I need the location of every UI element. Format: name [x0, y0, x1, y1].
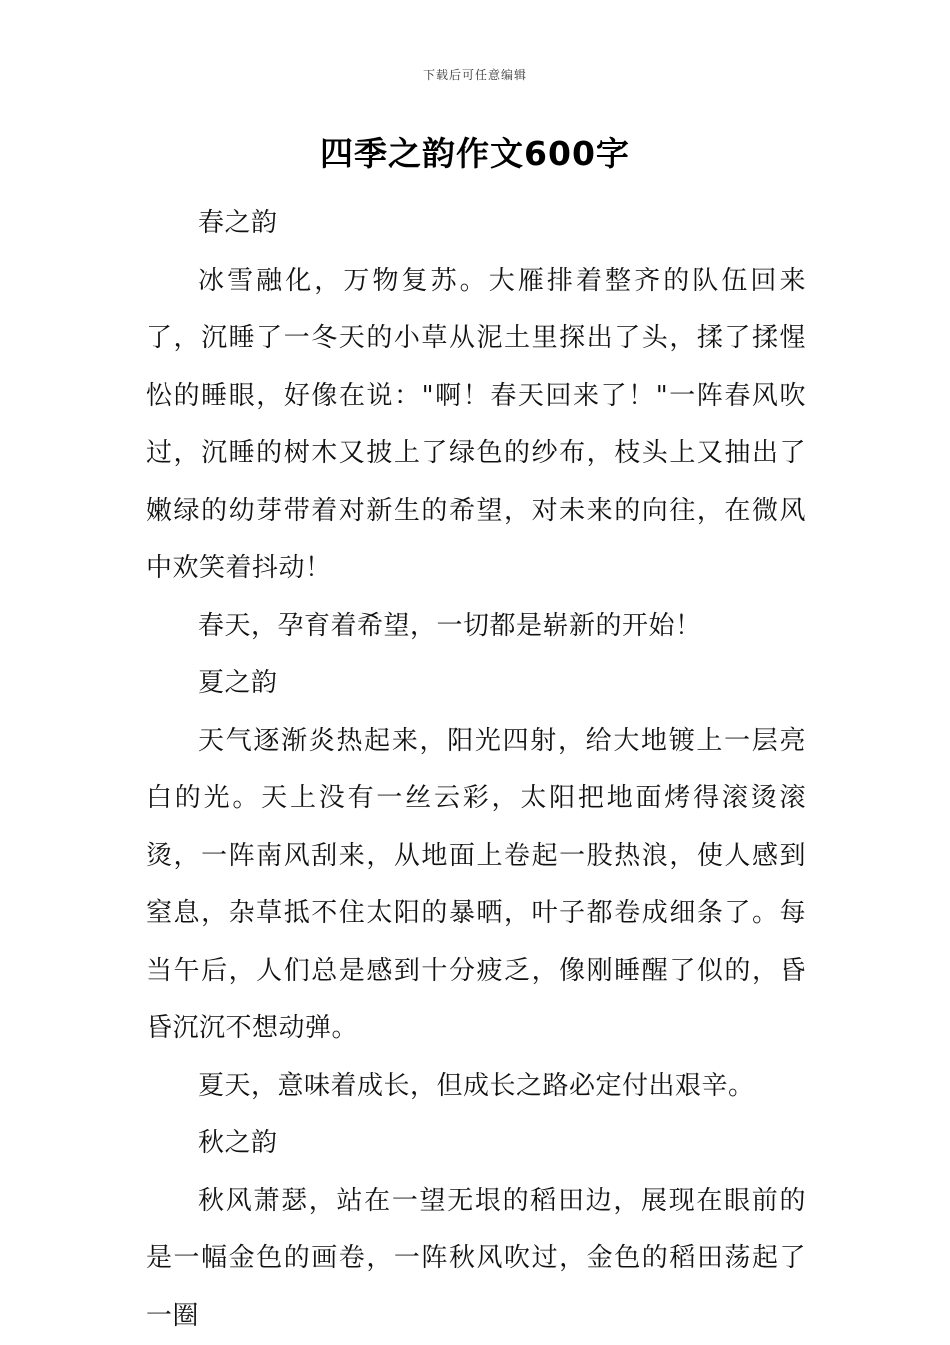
- paragraph-summer-summary: 夏天，意味着成长，但成长之路必定付出艰辛。: [146, 1058, 806, 1116]
- header-note: 下载后可任意编辑: [0, 66, 950, 83]
- paragraph-summer-description: 天气逐渐炎热起来，阳光四射，给大地镀上一层亮白的光。天上没有一丝云彩，太阳把地面烤得滚烫滚烫，一阵南风刮来，从地面上卷起一股热浪，使人感到窒息，杂草抵不住太阳的暴晒，叶子都卷成细条了。每当午后，人们总是感到十分疲乏，像刚睡醒了似的，昏昏沉沉不想动弹。: [146, 713, 806, 1058]
- section-heading-summer: 夏之韵: [146, 655, 806, 713]
- section-heading-spring: 春之韵: [146, 195, 806, 253]
- paragraph-spring-description: 冰雪融化，万物复苏。大雁排着整齐的队伍回来了，沉睡了一冬天的小草从泥土里探出了头，揉了揉惺忪的睡眼，好像在说："啊！春天回来了！"一阵春风吹过，沉睡的树木又披上了绿色的纱布，枝头上又抽出了嫩绿的幼芽带着对新生的希望，对未来的向往，在微风中欢笑着抖动！: [146, 253, 806, 598]
- document-body: [146, 195, 806, 1345]
- paragraph-autumn-description: 秋风萧瑟，站在一望无垠的稻田边，展现在眼前的是一幅金色的画卷，一阵秋风吹过，金色的稻田荡起了一圈: [146, 1173, 806, 1345]
- section-heading-autumn: 秋之韵: [146, 1115, 806, 1173]
- paragraph-spring-summary: 春天，孕育着希望，一切都是崭新的开始！: [146, 598, 806, 656]
- page-title: 四季之韵作文600字: [0, 128, 950, 175]
